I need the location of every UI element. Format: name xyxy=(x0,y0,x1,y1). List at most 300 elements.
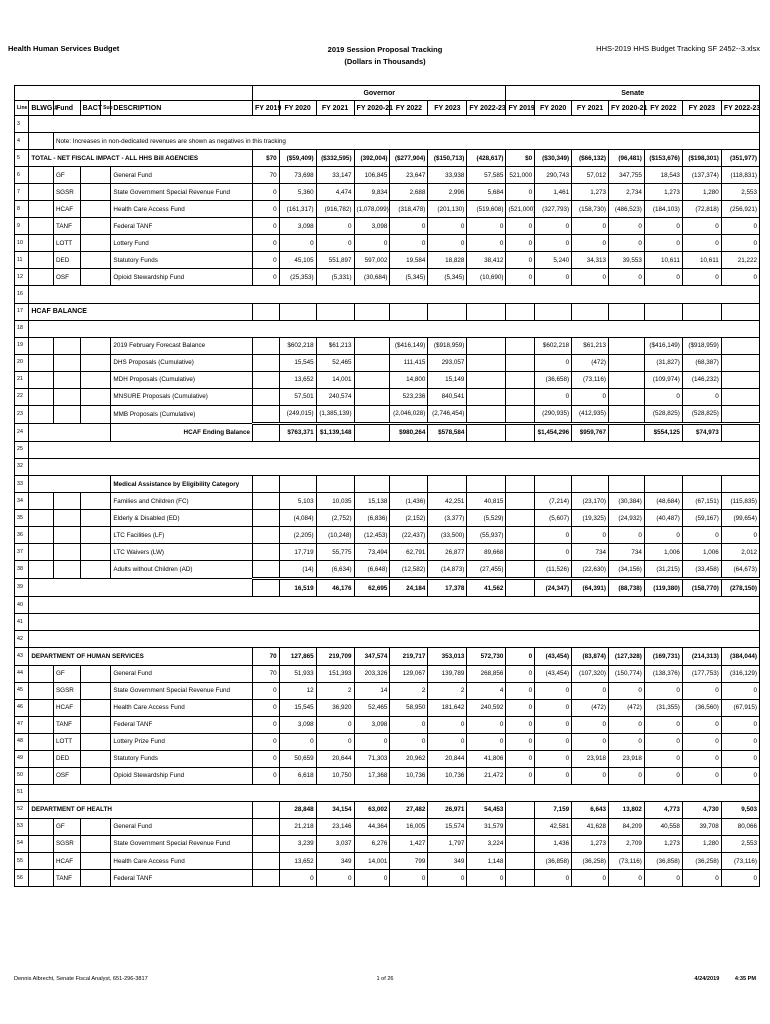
line-number: 39 xyxy=(15,579,29,597)
value-cell: (83,874) xyxy=(572,648,609,665)
value-cell: (12,453) xyxy=(354,527,390,544)
value-cell: 0 xyxy=(535,235,572,252)
value-cell xyxy=(253,405,280,423)
value-cell: 0 xyxy=(609,767,645,784)
row-description: Health Care Access Fund xyxy=(111,699,253,716)
value-cell: 41,628 xyxy=(572,818,609,835)
blank-cell xyxy=(253,303,280,320)
row-description: Federal TANF xyxy=(111,716,253,733)
value-cell xyxy=(506,388,535,405)
blank-cell xyxy=(609,303,645,320)
print-time: 4:35 PM xyxy=(734,976,756,982)
budget-table xyxy=(14,85,760,887)
line-number: 38 xyxy=(15,561,29,579)
blank-cell xyxy=(80,371,111,388)
blank-cell xyxy=(29,184,54,201)
table-row xyxy=(15,527,760,544)
line-number: 6 xyxy=(15,167,29,184)
value-cell: 799 xyxy=(390,853,428,870)
value-cell: 0 xyxy=(682,870,721,887)
value-cell: $1,139,148 xyxy=(316,423,354,441)
blank-cell xyxy=(316,303,354,320)
blank-cell xyxy=(29,818,54,835)
value-cell: 9,503 xyxy=(721,801,759,818)
fund-code: GF xyxy=(53,818,80,835)
value-cell: 10,611 xyxy=(682,252,721,269)
value-cell: 51,933 xyxy=(279,665,316,682)
blank-cell xyxy=(80,235,111,252)
value-cell: 349 xyxy=(316,853,354,870)
row-description: Health Care Access Fund xyxy=(111,853,253,870)
value-cell: 353,013 xyxy=(428,648,467,665)
value-cell: (2,752) xyxy=(316,510,354,527)
value-cell: 10,750 xyxy=(316,767,354,784)
value-cell: 14 xyxy=(354,682,390,699)
value-cell: 0 xyxy=(506,716,535,733)
line-number: 5 xyxy=(15,150,29,167)
value-cell: 0 xyxy=(253,269,280,286)
section-title: HCAF BALANCE xyxy=(29,303,253,320)
value-cell: 521,000 xyxy=(506,167,535,184)
row-description: HCAF Ending Balance xyxy=(111,423,253,441)
value-cell: 0 xyxy=(253,699,280,716)
table-row xyxy=(15,699,760,716)
value-cell: 62,695 xyxy=(354,579,390,597)
value-cell: ($277,904) xyxy=(390,150,428,167)
blank-cell xyxy=(80,835,111,852)
blank-cell xyxy=(29,493,54,510)
value-cell: (6,634) xyxy=(316,561,354,579)
table-row xyxy=(15,371,760,388)
value-cell: 50,659 xyxy=(279,750,316,767)
value-cell: (428,617) xyxy=(467,150,506,167)
line-number: 23 xyxy=(15,405,29,423)
value-cell: 52,465 xyxy=(316,354,354,371)
fund-code: TANF xyxy=(53,870,80,887)
value-cell: (118,831) xyxy=(721,167,759,184)
value-cell: 21,218 xyxy=(279,818,316,835)
value-cell: 1,006 xyxy=(644,544,682,561)
value-cell: 38,412 xyxy=(467,252,506,269)
value-cell: (10,690) xyxy=(467,269,506,286)
value-cell: 3,098 xyxy=(354,218,390,235)
fund-code: DED xyxy=(53,252,80,269)
column-header: FY 2020 xyxy=(279,101,316,116)
value-cell: 73,494 xyxy=(354,544,390,561)
value-cell: 0 xyxy=(390,733,428,750)
column-header: FY 2022 xyxy=(390,101,428,116)
value-cell xyxy=(506,510,535,527)
value-cell: (5,331) xyxy=(316,269,354,286)
row-description: LTC Waivers (LW) xyxy=(111,544,253,561)
value-cell: 63,002 xyxy=(354,801,390,818)
value-cell: (2,746,454) xyxy=(428,405,467,423)
table-row xyxy=(15,218,760,235)
value-cell: 24,184 xyxy=(390,579,428,597)
value-cell: 0 xyxy=(609,716,645,733)
blank-cell xyxy=(80,405,111,423)
value-cell: $61,213 xyxy=(316,337,354,354)
line-number: 52 xyxy=(15,801,29,818)
value-cell: 0 xyxy=(253,733,280,750)
table-row xyxy=(15,544,760,561)
value-cell: (392,004) xyxy=(354,150,390,167)
value-cell: 0 xyxy=(535,269,572,286)
line-number: 56 xyxy=(15,870,29,887)
value-cell: 15,138 xyxy=(354,493,390,510)
value-cell: (107,320) xyxy=(572,665,609,682)
value-cell: 1,273 xyxy=(572,835,609,852)
value-cell: 54,453 xyxy=(467,801,506,818)
column-header: FY 2023 xyxy=(682,101,721,116)
value-cell: 0 xyxy=(506,269,535,286)
line-number: 36 xyxy=(15,527,29,544)
column-header: FY 2023 xyxy=(428,101,467,116)
value-cell: (55,937) xyxy=(467,527,506,544)
column-header: FY 2019 xyxy=(506,101,535,116)
value-cell: (351,977) xyxy=(721,150,759,167)
value-cell xyxy=(253,371,280,388)
value-cell: 9,834 xyxy=(354,184,390,201)
value-cell: 240,592 xyxy=(467,699,506,716)
value-cell: 0 xyxy=(609,269,645,286)
value-cell: 26,971 xyxy=(428,801,467,818)
column-header: Sub xyxy=(101,101,111,116)
value-cell: 840,541 xyxy=(428,388,467,405)
value-cell: 15,149 xyxy=(428,371,467,388)
value-cell: 0 xyxy=(390,235,428,252)
blank-cell xyxy=(29,235,54,252)
value-cell: 0 xyxy=(428,716,467,733)
table-row xyxy=(15,388,760,405)
value-cell: 6,276 xyxy=(354,835,390,852)
blank-cell xyxy=(29,699,54,716)
line-number: 48 xyxy=(15,733,29,750)
table-row xyxy=(15,784,760,801)
value-cell: (472) xyxy=(572,354,609,371)
value-cell: (12,582) xyxy=(390,561,428,579)
value-cell: (67,151) xyxy=(682,493,721,510)
value-cell: 20,644 xyxy=(316,750,354,767)
value-cell: 26,877 xyxy=(428,544,467,561)
fund-code: HCAF xyxy=(53,201,80,218)
value-cell xyxy=(253,544,280,561)
value-cell: 40,815 xyxy=(467,493,506,510)
value-cell xyxy=(354,337,390,354)
value-cell xyxy=(609,337,645,354)
value-cell: (1,385,139) xyxy=(316,405,354,423)
value-cell: 0 xyxy=(682,218,721,235)
blank-cell xyxy=(29,544,54,561)
blank-cell xyxy=(316,475,354,492)
value-cell xyxy=(506,561,535,579)
value-cell: 21,222 xyxy=(721,252,759,269)
value-cell: $763,371 xyxy=(279,423,316,441)
blank-cell xyxy=(29,116,760,133)
line-number: 47 xyxy=(15,716,29,733)
row-description: MMB Proposals (Cumulative) xyxy=(111,405,253,423)
value-cell: 1,280 xyxy=(682,835,721,852)
value-cell: 0 xyxy=(682,716,721,733)
value-cell: (521,000) xyxy=(506,201,535,218)
group-header-row xyxy=(15,86,760,101)
value-cell: (88,738) xyxy=(609,579,645,597)
line-number: 40 xyxy=(15,597,29,614)
value-cell: 0 xyxy=(644,767,682,784)
value-cell: 0 xyxy=(390,716,428,733)
value-cell: 0 xyxy=(316,733,354,750)
fund-code: LOTT xyxy=(53,733,80,750)
value-cell: (177,753) xyxy=(682,665,721,682)
value-cell xyxy=(506,354,535,371)
value-cell: 58,950 xyxy=(390,699,428,716)
line-number: 10 xyxy=(15,235,29,252)
blank-cell xyxy=(80,750,111,767)
value-cell xyxy=(467,371,506,388)
table-row xyxy=(15,201,760,218)
value-cell xyxy=(354,371,390,388)
row-description: Lottery Fund xyxy=(111,235,253,252)
blank-cell xyxy=(535,475,572,492)
value-cell: 1,273 xyxy=(644,184,682,201)
value-cell: (278,150) xyxy=(721,579,759,597)
value-cell: $578,584 xyxy=(428,423,467,441)
fund-code: TANF xyxy=(53,716,80,733)
value-cell: 0 xyxy=(644,388,682,405)
value-cell: 0 xyxy=(506,750,535,767)
value-cell: 10,736 xyxy=(428,767,467,784)
blank-cell xyxy=(29,561,54,579)
value-cell xyxy=(253,493,280,510)
value-cell: (916,782) xyxy=(316,201,354,218)
blank-cell xyxy=(721,303,759,320)
value-cell: 5,103 xyxy=(279,493,316,510)
column-header: FY 2020-21 xyxy=(354,101,390,116)
value-cell: 0 xyxy=(644,733,682,750)
value-cell: 10,035 xyxy=(316,493,354,510)
value-cell: 0 xyxy=(316,870,354,887)
blank-cell xyxy=(29,388,54,405)
line-number: 11 xyxy=(15,252,29,269)
blank-cell xyxy=(80,510,111,527)
blank-cell xyxy=(428,475,467,492)
value-cell: 0 xyxy=(609,527,645,544)
blank-cell xyxy=(682,475,721,492)
blank-cell xyxy=(29,475,111,492)
line-number: 4 xyxy=(15,133,29,150)
value-cell: (31,215) xyxy=(644,561,682,579)
value-cell: 0 xyxy=(467,733,506,750)
value-cell: (22,630) xyxy=(572,561,609,579)
value-cell: 0 xyxy=(428,218,467,235)
value-cell: 84,209 xyxy=(609,818,645,835)
column-header: FY 2022-23 xyxy=(721,101,759,116)
column-header: DESCRIPTION xyxy=(111,101,253,116)
row-description: Lottery Prize Fund xyxy=(111,733,253,750)
row-description: Statutory Funds xyxy=(111,750,253,767)
value-cell: 0 xyxy=(721,733,759,750)
value-cell: (158,770) xyxy=(682,579,721,597)
blank-cell xyxy=(467,475,506,492)
value-cell: 42,581 xyxy=(535,818,572,835)
value-cell: $70 xyxy=(253,150,280,167)
value-cell: 4,474 xyxy=(316,184,354,201)
row-description: Health Care Access Fund xyxy=(111,201,253,218)
value-cell: 0 xyxy=(535,733,572,750)
value-cell: 2,709 xyxy=(609,835,645,852)
value-cell: 0 xyxy=(644,218,682,235)
row-description: General Fund xyxy=(111,818,253,835)
blank-cell xyxy=(467,303,506,320)
value-cell: (73,116) xyxy=(572,371,609,388)
value-cell xyxy=(721,388,759,405)
blank-cell xyxy=(390,303,428,320)
value-cell: 0 xyxy=(390,870,428,887)
value-cell: 0 xyxy=(535,716,572,733)
value-cell: (99,654) xyxy=(721,510,759,527)
blank-cell xyxy=(80,388,111,405)
value-cell xyxy=(506,405,535,423)
value-cell: 39,708 xyxy=(682,818,721,835)
value-cell xyxy=(506,818,535,835)
value-cell: 3,037 xyxy=(316,835,354,852)
table-row xyxy=(15,423,760,441)
value-cell: 4,773 xyxy=(644,801,682,818)
value-cell: (384,044) xyxy=(721,648,759,665)
value-cell: (7,214) xyxy=(535,493,572,510)
value-cell: 23,647 xyxy=(390,167,428,184)
value-cell: 52,465 xyxy=(354,699,390,716)
value-cell: (59,167) xyxy=(682,510,721,527)
blank-cell xyxy=(80,354,111,371)
value-cell: (31,355) xyxy=(644,699,682,716)
value-cell xyxy=(506,423,535,441)
blank-cell xyxy=(80,818,111,835)
value-cell: (2,046,028) xyxy=(390,405,428,423)
value-cell: 70 xyxy=(253,648,280,665)
value-cell: (519,608) xyxy=(467,201,506,218)
value-cell: (31,827) xyxy=(644,354,682,371)
blank-cell xyxy=(80,544,111,561)
row-description: Adults without Children (AD) xyxy=(111,561,253,579)
value-cell xyxy=(506,853,535,870)
blank-cell xyxy=(29,614,760,631)
value-cell: (73,116) xyxy=(609,853,645,870)
table-row xyxy=(15,235,760,252)
value-cell: 73,698 xyxy=(279,167,316,184)
row-description: DEPARTMENT OF HUMAN SERVICES xyxy=(29,648,253,665)
value-cell: 0 xyxy=(535,527,572,544)
table-row xyxy=(15,835,760,852)
row-description: State Government Special Revenue Fund xyxy=(111,835,253,852)
value-cell: ($332,595) xyxy=(316,150,354,167)
fund-code: TANF xyxy=(53,218,80,235)
fund-code xyxy=(53,561,80,579)
value-cell: 17,368 xyxy=(354,767,390,784)
value-cell: 0 xyxy=(428,870,467,887)
value-cell: (161,317) xyxy=(279,201,316,218)
blank-cell xyxy=(29,631,760,648)
blank-cell xyxy=(354,475,390,492)
fund-code xyxy=(53,388,80,405)
value-cell: (5,607) xyxy=(535,510,572,527)
table-row xyxy=(15,818,760,835)
table-row xyxy=(15,648,760,665)
value-cell: 16,519 xyxy=(279,579,316,597)
value-cell xyxy=(506,801,535,818)
value-cell: 0 xyxy=(644,682,682,699)
blank-cell xyxy=(29,733,54,750)
value-cell: (256,921) xyxy=(721,201,759,218)
value-cell: 0 xyxy=(535,682,572,699)
blank-cell xyxy=(80,269,111,286)
value-cell: 0 xyxy=(467,218,506,235)
value-cell: 0 xyxy=(721,767,759,784)
value-cell xyxy=(506,835,535,852)
blank-cell xyxy=(29,853,54,870)
value-cell: 293,057 xyxy=(428,354,467,371)
value-cell: 0 xyxy=(535,354,572,371)
value-cell xyxy=(253,579,280,597)
value-cell: 0 xyxy=(279,235,316,252)
value-cell: 0 xyxy=(609,733,645,750)
line-number: 42 xyxy=(15,631,29,648)
row-description: MDH Proposals (Cumulative) xyxy=(111,371,253,388)
blank-cell xyxy=(80,767,111,784)
value-cell: 0 xyxy=(609,235,645,252)
value-cell: (109,974) xyxy=(644,371,682,388)
value-cell: 40,558 xyxy=(644,818,682,835)
value-cell: 0 xyxy=(506,682,535,699)
value-cell: (67,915) xyxy=(721,699,759,716)
value-cell: 0 xyxy=(682,682,721,699)
row-description: Federal TANF xyxy=(111,218,253,235)
value-cell: 0 xyxy=(682,388,721,405)
table-row xyxy=(15,405,760,423)
value-cell: 13,802 xyxy=(609,801,645,818)
blank-cell xyxy=(29,835,54,852)
value-cell: 34,154 xyxy=(316,801,354,818)
value-cell xyxy=(253,527,280,544)
line-number: 8 xyxy=(15,201,29,218)
line-number: 55 xyxy=(15,853,29,870)
value-cell: (184,103) xyxy=(644,201,682,218)
value-cell: 14,001 xyxy=(354,853,390,870)
blank-cell xyxy=(428,303,467,320)
value-cell: 0 xyxy=(390,218,428,235)
governor-group-header: Governor xyxy=(253,86,506,101)
value-cell: 0 xyxy=(682,527,721,544)
value-cell xyxy=(253,853,280,870)
blank-cell xyxy=(644,475,682,492)
value-cell: 139,789 xyxy=(428,665,467,682)
value-cell: 181,642 xyxy=(428,699,467,716)
value-cell: (327,793) xyxy=(535,201,572,218)
value-cell: 2 xyxy=(390,682,428,699)
value-cell: (412,935) xyxy=(572,405,609,423)
value-cell: 57,012 xyxy=(572,167,609,184)
value-cell: (146,232) xyxy=(682,371,721,388)
fund-code xyxy=(53,544,80,561)
value-cell: 0 xyxy=(506,252,535,269)
column-header: FY 2021 xyxy=(316,101,354,116)
blank-cell xyxy=(29,423,111,441)
value-cell: ($416,149) xyxy=(644,337,682,354)
value-cell xyxy=(506,579,535,597)
blank-cell xyxy=(29,354,54,371)
value-cell: 33,938 xyxy=(428,167,467,184)
value-cell: 0 xyxy=(572,527,609,544)
